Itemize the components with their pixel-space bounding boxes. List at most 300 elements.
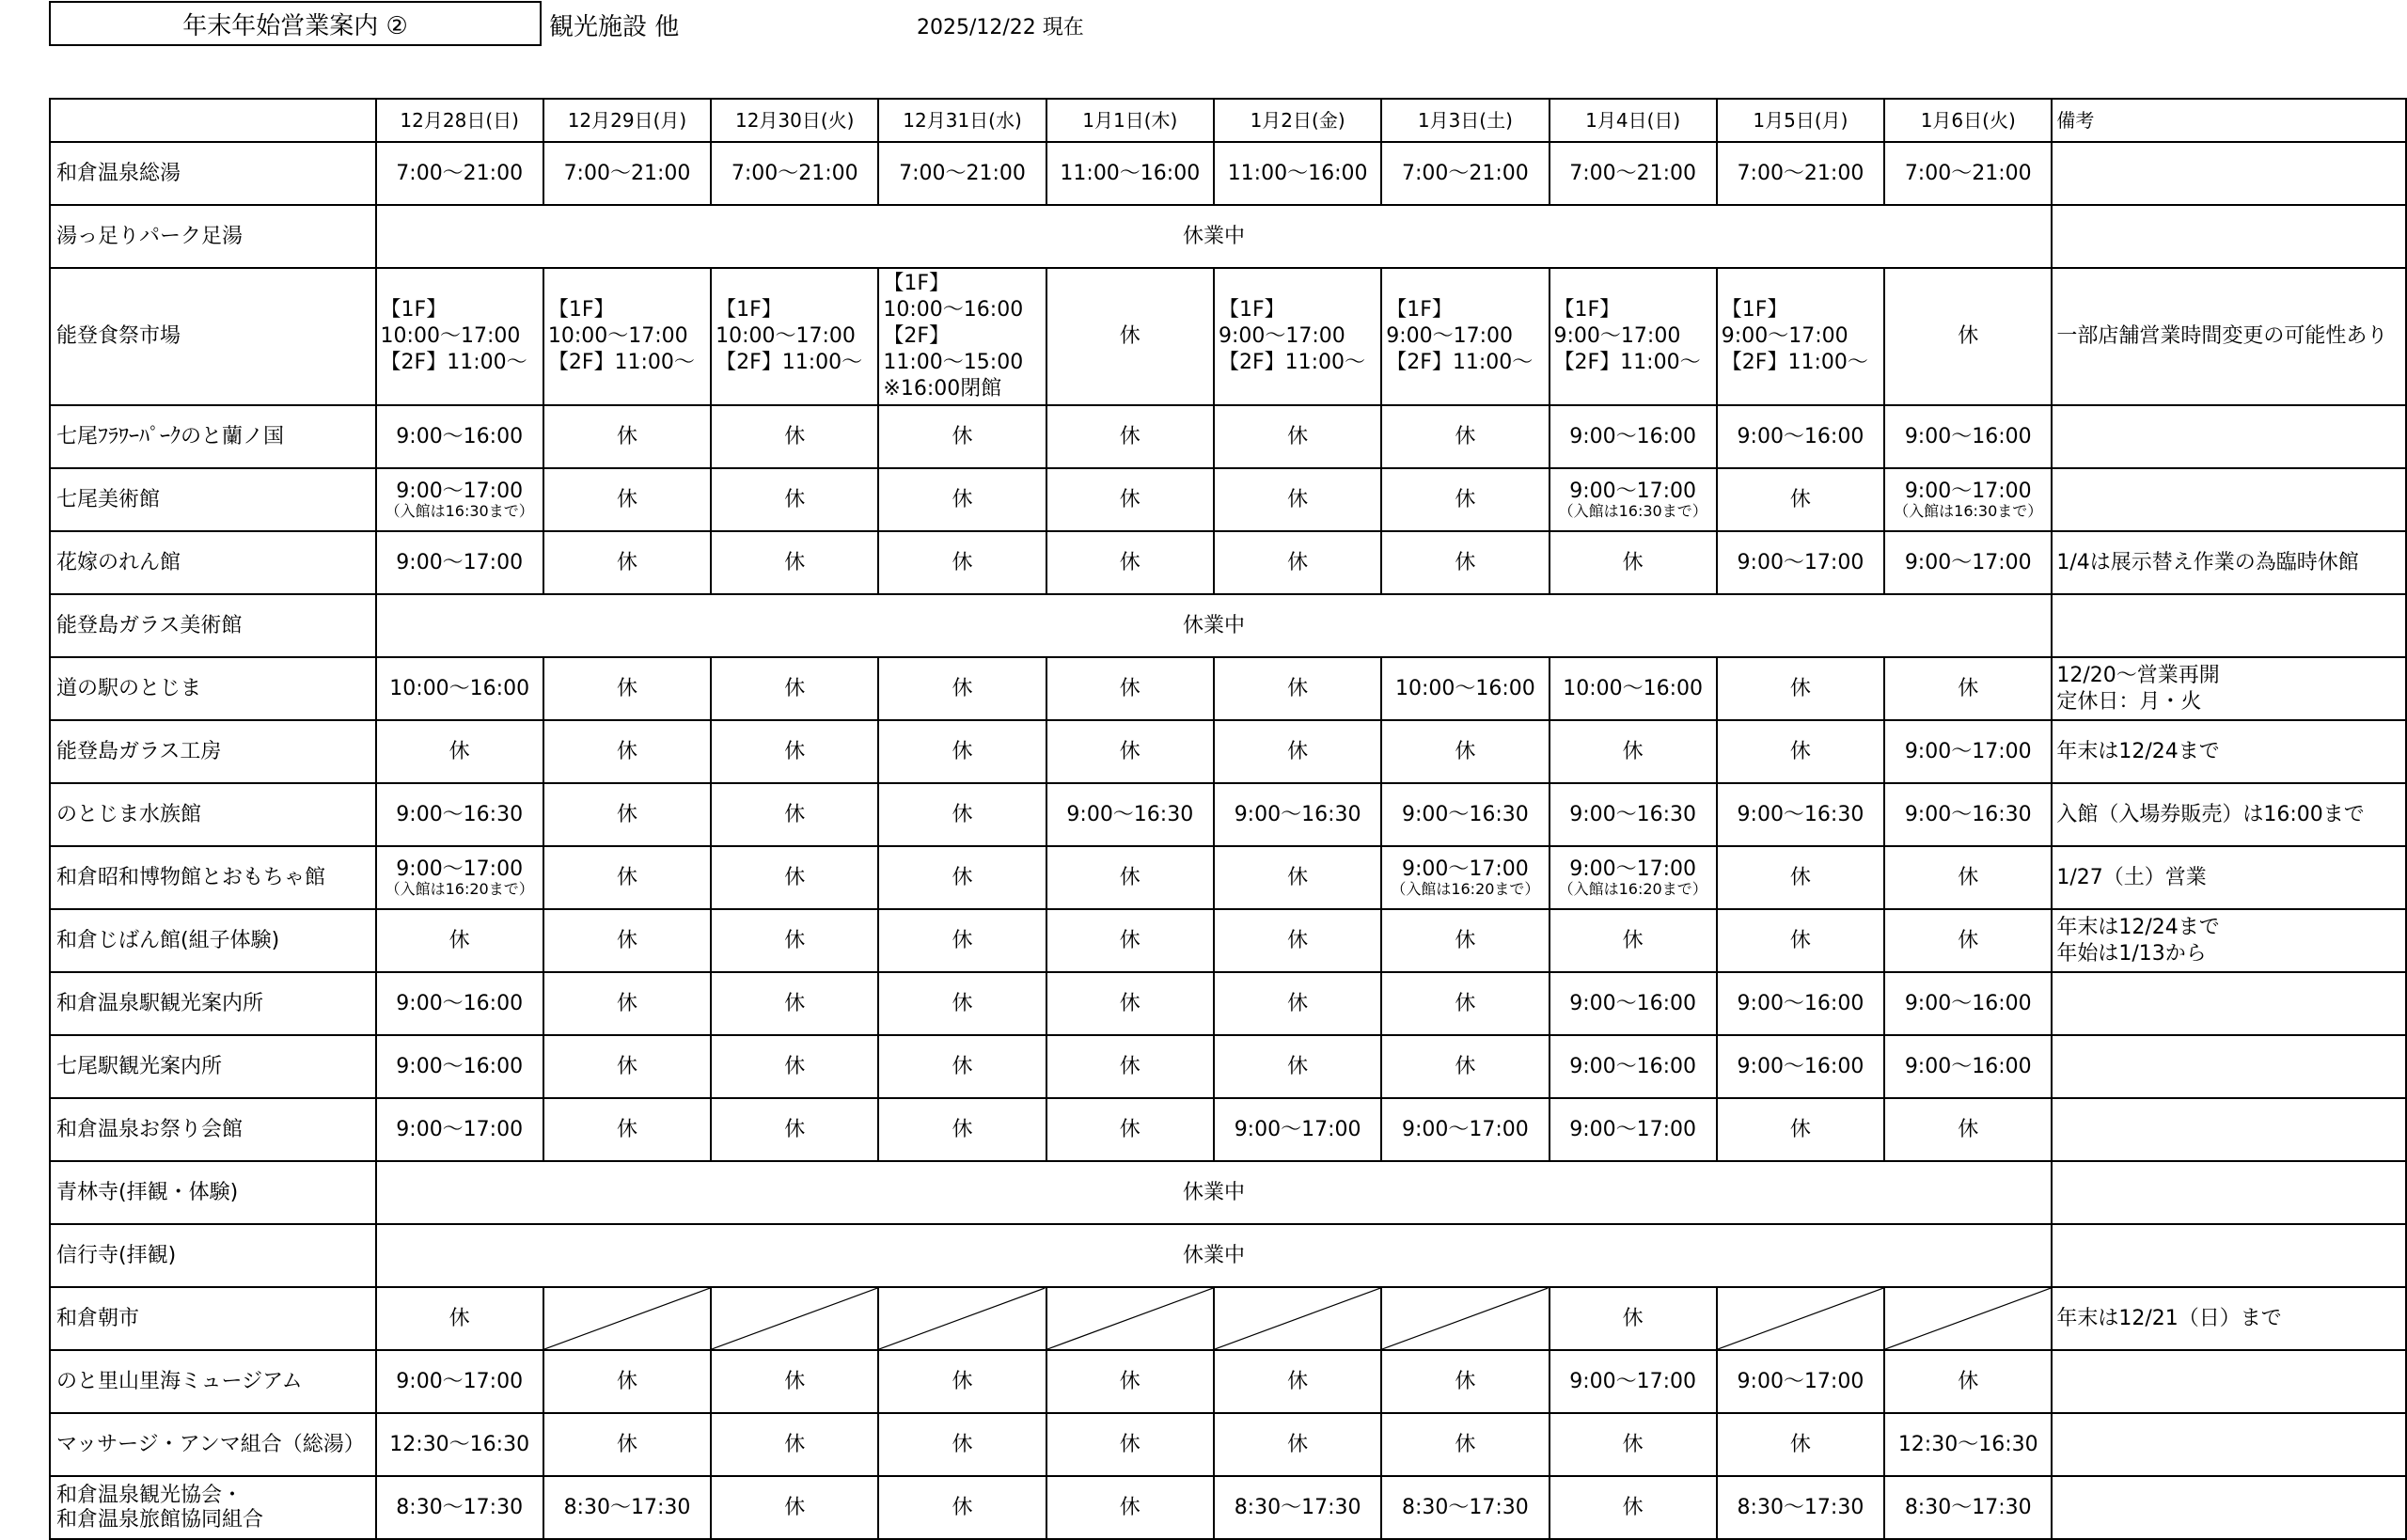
- not-applicable-cell: [878, 1287, 1046, 1350]
- schedule-cell: 休: [1046, 720, 1214, 783]
- schedule-cell: 休: [711, 846, 878, 909]
- col-header: 1月3日(土): [1381, 99, 1549, 142]
- suspended-cell: 休業中: [376, 1161, 2053, 1224]
- schedule-cell: [1550, 268, 1717, 405]
- schedule-cell: 8:30～17:30: [376, 1476, 543, 1539]
- schedule-cell: 休: [711, 405, 878, 468]
- schedule-cell: 休: [711, 720, 878, 783]
- schedule-cell: 休: [878, 783, 1046, 846]
- facility-name: 和倉温泉お祭り会館: [50, 1098, 376, 1161]
- table-row: [50, 468, 2406, 531]
- note-cell: [2052, 909, 2406, 972]
- col-header-notes: 備考: [2052, 99, 2406, 142]
- suspended-cell: 休業中: [376, 594, 2053, 657]
- schedule-cell: 7:00～21:00: [1550, 142, 1717, 205]
- schedule-cell: 休: [1717, 657, 1884, 720]
- schedule-cell: 休: [1214, 1350, 1381, 1413]
- note-line: 年末は12/24まで: [2056, 739, 2220, 763]
- cell-line: 10:00～17:00: [380, 324, 521, 348]
- schedule-cell: 9:00～17:00: [1550, 1098, 1717, 1161]
- note-line: 1/27（土）営業: [2056, 865, 2207, 889]
- table-row: [50, 846, 2406, 909]
- schedule-cell: [376, 268, 543, 405]
- table-row: [50, 909, 2406, 972]
- facility-name: 和倉温泉駅観光案内所: [50, 972, 376, 1035]
- schedule-cell: 休: [1381, 720, 1549, 783]
- schedule-cell: 9:00～16:00: [1717, 1035, 1884, 1098]
- schedule-cell: 8:30～17:30: [1884, 1476, 2052, 1539]
- schedule-cell: 9:00～17:00: [1717, 531, 1884, 594]
- table-row: [50, 405, 2406, 468]
- note-cell: [2052, 1476, 2406, 1539]
- schedule-cell: 休: [1046, 1476, 1214, 1539]
- schedule-cell: 9:00～16:00: [1550, 405, 1717, 468]
- schedule-cell: 休: [1046, 1350, 1214, 1413]
- facility-name: 能登食祭市場: [50, 268, 376, 405]
- schedule-cell: 休: [376, 909, 543, 972]
- schedule-cell: 11:00～16:00: [1214, 142, 1381, 205]
- facility-name: 七尾美術館: [50, 468, 376, 531]
- schedule-cell: [1550, 846, 1717, 909]
- schedule-cell: 休: [1046, 972, 1214, 1035]
- schedule-cell: 9:00～16:00: [376, 405, 543, 468]
- schedule-cell: 9:00～16:00: [1884, 405, 2052, 468]
- not-applicable-cell: [1381, 1287, 1549, 1350]
- schedule-cell: 8:30～17:30: [1214, 1476, 1381, 1539]
- schedule-cell: 休: [1214, 657, 1381, 720]
- cell-line: 9:00～17:00: [1386, 324, 1514, 348]
- note-cell: [2052, 972, 2406, 1035]
- schedule-cell: 休: [711, 657, 878, 720]
- schedule-cell: 休: [711, 1476, 878, 1539]
- facility-name: 和倉朝市: [50, 1287, 376, 1350]
- schedule-cell: 休: [1046, 1098, 1214, 1161]
- entry-note: （入館は16:20まで）: [1558, 879, 1707, 898]
- schedule-cell: 休: [711, 1035, 878, 1098]
- schedule-cell: 9:00～16:00: [376, 972, 543, 1035]
- cell-line: 10:00～17:00: [716, 324, 856, 348]
- schedule-cell: 9:00～17:00: [1381, 1098, 1549, 1161]
- schedule-cell: 9:00～16:00: [1884, 1035, 2052, 1098]
- schedule-cell: 休: [878, 531, 1046, 594]
- schedule-cell: [1550, 468, 1717, 531]
- schedule-cell: 休: [543, 1035, 711, 1098]
- cell-line: 9:00～17:00: [1553, 324, 1681, 348]
- table-row: [50, 1413, 2406, 1476]
- note-cell: [2052, 531, 2406, 594]
- not-applicable-cell: [543, 1287, 711, 1350]
- schedule-cell: 9:00～16:00: [1884, 972, 2052, 1035]
- schedule-cell: 11:00～16:00: [1046, 142, 1214, 205]
- schedule-cell: 休: [878, 972, 1046, 1035]
- schedule-cell: 休: [543, 783, 711, 846]
- facility-name-line: 和倉温泉旅館協同組合: [56, 1507, 264, 1532]
- note-cell: [2052, 846, 2406, 909]
- schedule-cell: 休: [1717, 846, 1884, 909]
- schedule-cell: 9:00～17:00: [376, 1098, 543, 1161]
- table-row: [50, 1350, 2406, 1413]
- col-header: 1月6日(火): [1884, 99, 2052, 142]
- schedule-cell: 休: [1550, 1287, 1717, 1350]
- not-applicable-cell: [1884, 1287, 2052, 1350]
- note-cell: [2052, 720, 2406, 783]
- col-header: 1月5日(月): [1717, 99, 1884, 142]
- hours-text: 9:00～17:00: [396, 856, 524, 881]
- note-cell: [2052, 594, 2406, 657]
- schedule-cell: 休: [1381, 1350, 1549, 1413]
- hours-text: 9:00～17:00: [1569, 856, 1697, 881]
- schedule-cell: 休: [1381, 1035, 1549, 1098]
- schedule-cell: 休: [1214, 468, 1381, 531]
- entry-note: （入館は16:30まで）: [1894, 501, 2043, 520]
- facility-name: 道の駅のとじま: [50, 657, 376, 720]
- schedule-cell: 休: [1884, 846, 2052, 909]
- schedule-cell: [1214, 268, 1381, 405]
- cell-line: 【1F】: [380, 298, 448, 322]
- schedule-cell: 休: [1381, 909, 1549, 972]
- facility-name: のと里山里海ミュージアム: [50, 1350, 376, 1413]
- note-cell: [2052, 783, 2406, 846]
- facility-name: 七尾駅観光案内所: [50, 1035, 376, 1098]
- table-row: [50, 1035, 2406, 1098]
- schedule-cell: 休: [1884, 268, 2052, 405]
- table-row: [50, 972, 2406, 1035]
- schedule-cell: 休: [1046, 468, 1214, 531]
- schedule-cell: 休: [878, 1350, 1046, 1413]
- schedule-cell: 9:00～17:00: [1884, 531, 2052, 594]
- note-cell: [2052, 1224, 2406, 1287]
- note-cell: [2052, 657, 2406, 720]
- facility-name: 青林寺(拝観・体験): [50, 1161, 376, 1224]
- table-row: [50, 1476, 2406, 1539]
- note-line: 年末は12/21（日）まで: [2056, 1306, 2282, 1330]
- note-cell: [2052, 1350, 2406, 1413]
- cell-line: 【1F】: [883, 272, 951, 295]
- note-line: 1/4は展示替え作業の為臨時休館: [2056, 550, 2359, 574]
- header-facility: [50, 99, 376, 142]
- cell-line: 【2F】: [883, 324, 951, 348]
- table-row: [50, 1098, 2406, 1161]
- schedule-cell: 休: [543, 1098, 711, 1161]
- schedule-cell: 休: [1046, 909, 1214, 972]
- cell-line: 9:00～17:00: [1218, 324, 1345, 348]
- schedule-cell: 休: [1046, 1035, 1214, 1098]
- note-cell: [2052, 1413, 2406, 1476]
- schedule-cell: 休: [1717, 1413, 1884, 1476]
- col-header: 1月4日(日): [1550, 99, 1717, 142]
- schedule-cell: [1381, 846, 1549, 909]
- schedule-cell: 休: [543, 1413, 711, 1476]
- schedule-cell: [376, 846, 543, 909]
- schedule-cell: [1717, 268, 1884, 405]
- note-cell: [2052, 1035, 2406, 1098]
- facility-name: [50, 1476, 376, 1539]
- schedule-cell: 休: [1550, 1413, 1717, 1476]
- note-cell: [2052, 1161, 2406, 1224]
- table-row: [50, 1161, 2406, 1224]
- schedule-cell: 休: [1884, 1098, 2052, 1161]
- hours-text: 9:00～17:00: [396, 479, 524, 503]
- table-row: [50, 594, 2406, 657]
- schedule-cell: 休: [543, 720, 711, 783]
- cell-line: 【1F】: [1553, 298, 1621, 322]
- schedule-cell: 8:30～17:30: [1717, 1476, 1884, 1539]
- facility-name: 湯っ足りパーク足湯: [50, 205, 376, 268]
- schedule-cell: 8:30～17:30: [543, 1476, 711, 1539]
- schedule-cell: 9:00～17:00: [1884, 720, 2052, 783]
- schedule-cell: 休: [878, 1035, 1046, 1098]
- schedule-cell: 休: [376, 720, 543, 783]
- schedule-cell: 9:00～16:30: [1214, 783, 1381, 846]
- schedule-cell: 休: [1550, 1476, 1717, 1539]
- table-row: [50, 1287, 2406, 1350]
- table-row: [50, 268, 2406, 405]
- schedule-table: [49, 98, 2407, 1540]
- schedule-cell: 12:30～16:30: [376, 1413, 543, 1476]
- diagonal-line: [1047, 1288, 1213, 1349]
- schedule-cell: 9:00～16:00: [1550, 972, 1717, 1035]
- entry-note: （入館は16:20まで）: [385, 879, 534, 898]
- hours-text: 9:00～17:00: [1904, 479, 2032, 503]
- schedule-cell: 10:00～16:00: [1381, 657, 1549, 720]
- schedule-cell: 7:00～21:00: [1381, 142, 1549, 205]
- note-line: 年末は12/24まで: [2056, 915, 2220, 939]
- diagonal-line: [1215, 1288, 1380, 1349]
- cell-line: 【2F】11:00～: [716, 351, 863, 374]
- table-row: [50, 783, 2406, 846]
- schedule-cell: 休: [1550, 909, 1717, 972]
- schedule-cell: 休: [543, 405, 711, 468]
- schedule-cell: 休: [376, 1287, 543, 1350]
- schedule-cell: [1884, 468, 2052, 531]
- cell-line: ※16:00閉館: [883, 377, 1002, 401]
- schedule-cell: 9:00～17:00: [376, 531, 543, 594]
- schedule-cell: 休: [711, 1413, 878, 1476]
- as-of-date: 2025/12/22 現在: [917, 16, 1084, 39]
- facility-name: のとじま水族館: [50, 783, 376, 846]
- schedule-cell: 9:00～16:00: [376, 1035, 543, 1098]
- schedule-cell: [1381, 268, 1549, 405]
- schedule-cell: 9:00～16:30: [1381, 783, 1549, 846]
- schedule-cell: 7:00～21:00: [1884, 142, 2052, 205]
- schedule-cell: 休: [1214, 1035, 1381, 1098]
- schedule-cell: 休: [1214, 1413, 1381, 1476]
- table-row: [50, 142, 2406, 205]
- table-row: [50, 720, 2406, 783]
- schedule-cell: 8:30～17:30: [1381, 1476, 1549, 1539]
- schedule-cell: 7:00～21:00: [543, 142, 711, 205]
- facility-name: 信行寺(拝観): [50, 1224, 376, 1287]
- schedule-cell: 休: [1381, 468, 1549, 531]
- not-applicable-cell: [1214, 1287, 1381, 1350]
- note-cell: [2052, 268, 2406, 405]
- note-line: 一部店舗営業時間変更の可能性あり: [2056, 324, 2388, 348]
- schedule-cell: 12:30～16:30: [1884, 1413, 2052, 1476]
- cell-line: 【1F】: [716, 298, 782, 322]
- facility-name: 能登島ガラス工房: [50, 720, 376, 783]
- col-header: 12月31日(水): [878, 99, 1046, 142]
- table-row: [50, 1224, 2406, 1287]
- schedule-cell: 休: [878, 405, 1046, 468]
- cell-line: 10:00～17:00: [547, 324, 688, 348]
- schedule-cell: 休: [711, 531, 878, 594]
- schedule-cell: [543, 268, 711, 405]
- note-cell: [2052, 205, 2406, 268]
- cell-line: 【1F】: [547, 298, 615, 322]
- schedule-cell: 休: [711, 783, 878, 846]
- schedule-cell: 休: [1550, 720, 1717, 783]
- facility-name: 和倉じばん館(組子体験): [50, 909, 376, 972]
- col-header: 12月29日(月): [543, 99, 711, 142]
- note-cell: [2052, 468, 2406, 531]
- diagonal-line: [1885, 1288, 2051, 1349]
- facility-name: 七尾ﾌﾗﾜｰﾊﾟｰｸのと蘭ノ国: [50, 405, 376, 468]
- schedule-cell: 休: [543, 1350, 711, 1413]
- schedule-cell: 休: [878, 909, 1046, 972]
- schedule-cell: 休: [543, 909, 711, 972]
- schedule-cell: 9:00～16:00: [1717, 972, 1884, 1035]
- cell-line: 9:00～17:00: [1721, 324, 1849, 348]
- schedule-cell: 休: [878, 1098, 1046, 1161]
- not-applicable-cell: [711, 1287, 878, 1350]
- schedule-cell: 休: [1046, 268, 1214, 405]
- schedule-cell: 休: [1381, 1413, 1549, 1476]
- diagonal-line: [879, 1288, 1045, 1349]
- hours-text: 9:00～17:00: [1569, 479, 1697, 503]
- suspended-cell: 休業中: [376, 205, 2053, 268]
- schedule-cell: 休: [1884, 1350, 2052, 1413]
- schedule-cell: 休: [711, 972, 878, 1035]
- not-applicable-cell: [1046, 1287, 1214, 1350]
- cell-line: 10:00～16:00: [883, 298, 1024, 322]
- schedule-cell: 休: [1381, 405, 1549, 468]
- schedule-cell: 休: [543, 657, 711, 720]
- schedule-cell: 休: [1717, 468, 1884, 531]
- schedule-cell: 9:00～17:00: [376, 1350, 543, 1413]
- note-line: 12/20～営業再開: [2056, 663, 2220, 687]
- note-cell: [2052, 405, 2406, 468]
- diagonal-line: [544, 1288, 710, 1349]
- schedule-cell: 休: [1214, 405, 1381, 468]
- schedule-cell: 休: [878, 720, 1046, 783]
- schedule-cell: 休: [878, 1413, 1046, 1476]
- diagonal-line: [712, 1288, 877, 1349]
- schedule-cell: 休: [1046, 846, 1214, 909]
- cell-line: 【2F】11:00～: [380, 351, 527, 374]
- header-row: [50, 99, 2406, 142]
- col-header: 12月30日(火): [711, 99, 878, 142]
- schedule-cell: 休: [1884, 909, 2052, 972]
- schedule-cell: 休: [1550, 531, 1717, 594]
- facility-name: マッサージ・アンマ組合（総湯）: [50, 1413, 376, 1476]
- schedule-cell: 休: [1884, 657, 2052, 720]
- schedule-cell: 休: [878, 1476, 1046, 1539]
- cell-line: 【2F】11:00～: [1386, 351, 1534, 374]
- cell-line: 【2F】11:00～: [547, 351, 695, 374]
- schedule-cell: 休: [1214, 909, 1381, 972]
- schedule-cell: 休: [543, 531, 711, 594]
- schedule-cell: 9:00～17:00: [1717, 1350, 1884, 1413]
- schedule-cell: 休: [878, 468, 1046, 531]
- entry-note: （入館は16:30まで）: [1558, 501, 1707, 520]
- facility-name-line: 和倉温泉観光協会・: [56, 1483, 244, 1507]
- schedule-cell: 7:00～21:00: [878, 142, 1046, 205]
- schedule-cell: 9:00～16:30: [1884, 783, 2052, 846]
- schedule-cell: 休: [1046, 531, 1214, 594]
- schedule-cell: 休: [1214, 720, 1381, 783]
- schedule-cell: 休: [1717, 720, 1884, 783]
- note-line: 年始は1/13から: [2056, 941, 2207, 966]
- page-title: 年末年始営業案内 ②: [49, 1, 542, 46]
- schedule-cell: 休: [1381, 531, 1549, 594]
- cell-line: 【2F】11:00～: [1721, 351, 1868, 374]
- schedule-cell: 休: [543, 972, 711, 1035]
- schedule-cell: 休: [878, 846, 1046, 909]
- col-header: 1月1日(木): [1046, 99, 1214, 142]
- suspended-cell: 休業中: [376, 1224, 2053, 1287]
- schedule-cell: 10:00～16:00: [376, 657, 543, 720]
- note-line: 定休日：月・火: [2056, 689, 2202, 714]
- schedule-cell: 休: [1214, 846, 1381, 909]
- table-row: [50, 531, 2406, 594]
- entry-note: （入館は16:30まで）: [385, 501, 534, 520]
- schedule-cell: 休: [711, 1098, 878, 1161]
- schedule-cell: 9:00～16:30: [1550, 783, 1717, 846]
- schedule-cell: 休: [1046, 657, 1214, 720]
- schedule-cell: 休: [1717, 1098, 1884, 1161]
- not-applicable-cell: [1717, 1287, 1884, 1350]
- diagonal-line: [1382, 1288, 1548, 1349]
- schedule-cell: [878, 268, 1046, 405]
- schedule-cell: 9:00～16:30: [1046, 783, 1214, 846]
- facility-name: 和倉温泉総湯: [50, 142, 376, 205]
- schedule-cell: 7:00～21:00: [1717, 142, 1884, 205]
- schedule-cell: 休: [711, 468, 878, 531]
- table-row: [50, 205, 2406, 268]
- note-cell: [2052, 1287, 2406, 1350]
- schedule-cell: 休: [1214, 972, 1381, 1035]
- cell-line: 【1F】: [1721, 298, 1788, 322]
- entry-note: （入館は16:20まで）: [1391, 879, 1540, 898]
- note-line: 入館（入場券販売）は16:00まで: [2056, 802, 2365, 826]
- note-cell: [2052, 142, 2406, 205]
- schedule-cell: 休: [1046, 1413, 1214, 1476]
- schedule-cell: 9:00～17:00: [1214, 1098, 1381, 1161]
- cell-line: 11:00～15:00: [883, 351, 1024, 374]
- schedule-cell: 休: [711, 909, 878, 972]
- schedule-cell: 休: [543, 468, 711, 531]
- schedule-cell: 休: [1717, 909, 1884, 972]
- note-cell: [2052, 1098, 2406, 1161]
- schedule-cell: 9:00～17:00: [1550, 1350, 1717, 1413]
- schedule-cell: 7:00～21:00: [376, 142, 543, 205]
- schedule-cell: [376, 468, 543, 531]
- schedule-cell: 休: [878, 657, 1046, 720]
- schedule-cell: 休: [711, 1350, 878, 1413]
- cell-line: 【2F】11:00～: [1553, 351, 1701, 374]
- schedule-cell: 9:00～16:00: [1717, 405, 1884, 468]
- col-header: 1月2日(金): [1214, 99, 1381, 142]
- table-row: [50, 657, 2406, 720]
- diagonal-line: [1718, 1288, 1883, 1349]
- schedule-cell: 休: [543, 846, 711, 909]
- facility-name: 花嫁のれん館: [50, 531, 376, 594]
- schedule-cell: 休: [1214, 531, 1381, 594]
- cell-line: 【1F】: [1218, 298, 1285, 322]
- col-header: 12月28日(日): [376, 99, 543, 142]
- facility-name: 能登島ガラス美術館: [50, 594, 376, 657]
- cell-line: 【2F】11:00～: [1218, 351, 1366, 374]
